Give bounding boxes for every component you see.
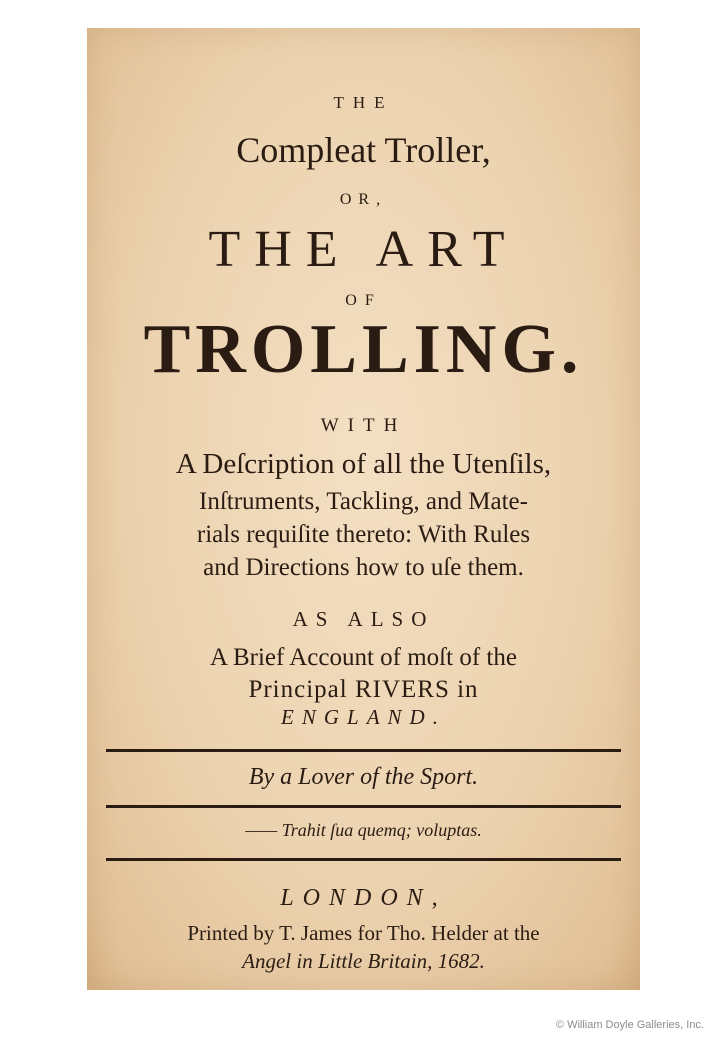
imprint-line-2: Angel in Little Britain, 1682.	[242, 949, 485, 973]
copyright-credit: © William Doyle Galleries, Inc.	[555, 1019, 704, 1031]
motto-line: —— Trahit ſua quemq; voluptas.	[245, 820, 482, 840]
brief-line-2: Principal RIVERS in	[248, 676, 479, 703]
title-of: OF	[345, 292, 382, 309]
london-line: LONDON,	[280, 885, 447, 911]
as-also-heading: AS ALSO	[292, 607, 435, 631]
title-compleat-troller: Compleat Troller,	[236, 130, 491, 170]
description-line-4: and Directions how to uſe them.	[203, 554, 524, 581]
title-page	[87, 28, 640, 990]
author-line: By a Lover of the Sport.	[248, 764, 479, 790]
rule-3	[106, 858, 621, 861]
title-the: THE	[333, 93, 394, 112]
title-trolling: TROLLING.	[143, 311, 584, 388]
description-line-3: rials requiſite thereto: With Rules	[196, 521, 531, 548]
description-line-1: A Deſcription of all the Utenſils,	[175, 448, 552, 480]
title-the-art: THE ART	[208, 221, 519, 278]
imprint-line-1: Printed by T. James for Tho. Helder at the	[187, 921, 540, 945]
england-line: ENGLAND.	[281, 705, 446, 729]
rule-2	[106, 805, 621, 808]
description-line-2: Inſtruments, Tackling, and Mate-	[199, 488, 528, 515]
with-heading: WITH	[320, 415, 407, 436]
brief-line-1: A Brief Account of moſt of the	[210, 644, 517, 671]
title-or: OR,	[339, 191, 388, 208]
rule-1	[106, 749, 621, 752]
